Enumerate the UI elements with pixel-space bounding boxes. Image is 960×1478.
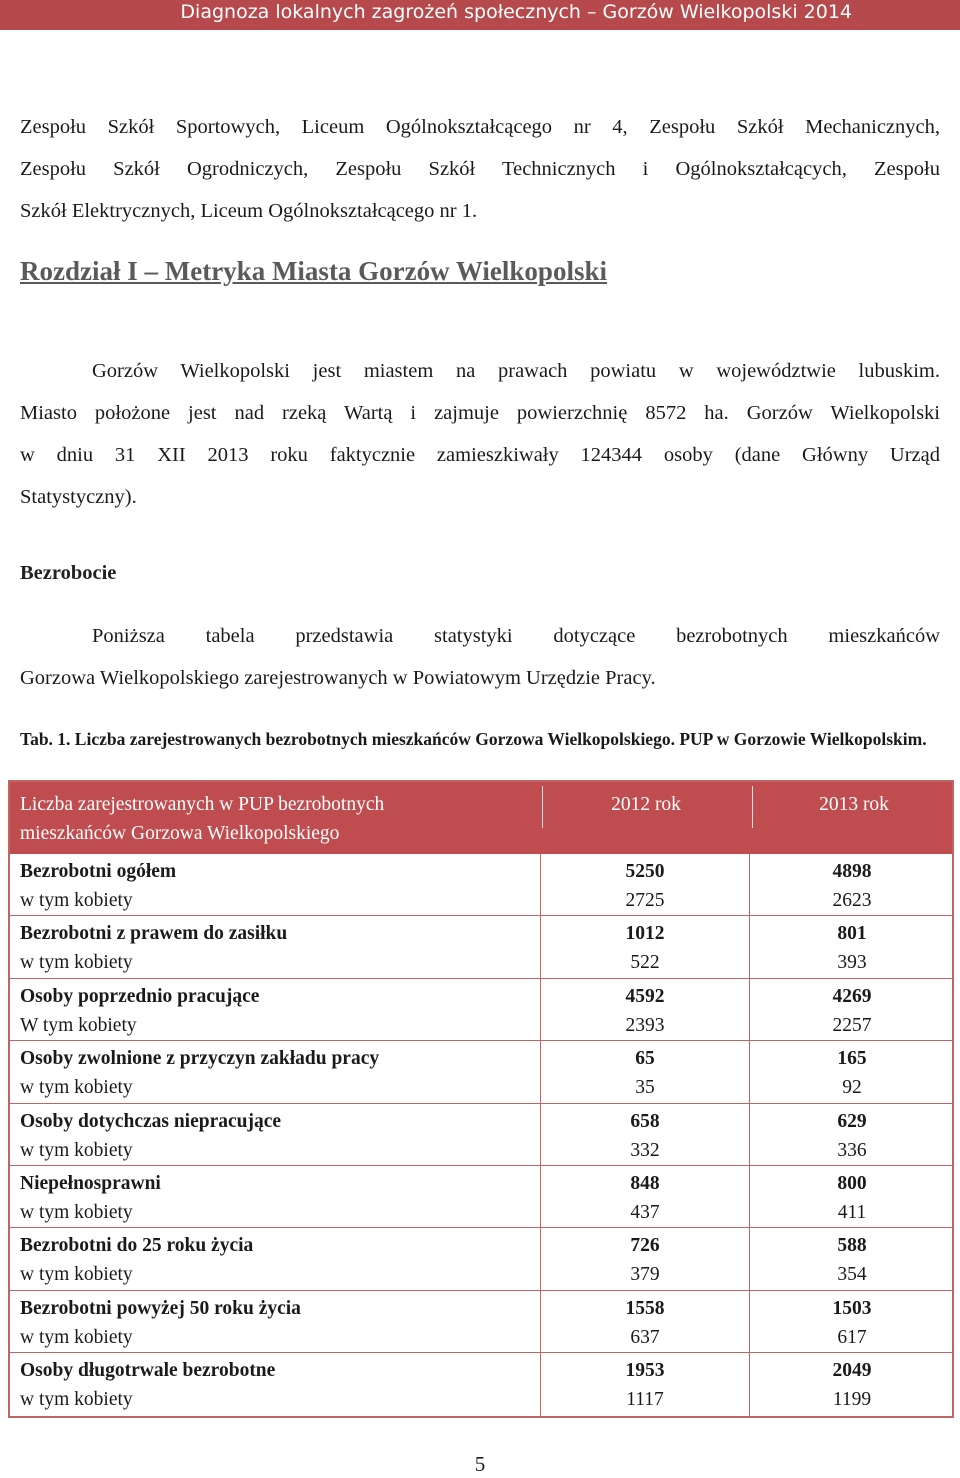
value-2012-women: 1117 [626,1389,664,1411]
value-2013-women: 1199 [832,1389,872,1411]
header-separator [542,786,543,828]
row-label [20,1231,253,1289]
row-label [20,1107,281,1165]
value-2013: 629 [837,1110,867,1132]
header-year-2012: 2012 rok [611,794,681,815]
intro-line-1: Zespołu Szkół Sportowych, Liceum Ogólnokształcącego nr 4, Zespołu Szkół Mechanicznych, [20,116,940,138]
chapter-title: Rozdział I – Metryka Miasta Gorzów Wielkopolski [20,256,607,286]
table-row [10,1291,952,1353]
bezrobocie-line-1: Poniższa tabela przedstawia statystyki dotyczące bezrobotnych mieszkańców [92,625,940,647]
metryka-line-3: w dniu 31 XII 2013 roku faktycznie zamieszkiwały 124344 osoby (dane Główny Urząd [20,444,940,466]
value-2013: 801 [837,923,867,945]
table-row [10,1104,952,1166]
cell-2013 [752,1294,952,1352]
value-2013-women: 2623 [832,890,872,911]
row-label-sub: w tym kobiety [20,1202,133,1223]
row-label [20,857,176,915]
section-title: Bezrobocie [20,562,117,584]
value-2013: 800 [837,1173,867,1194]
value-2012: 1558 [625,1297,665,1319]
cell-2013 [752,1107,952,1165]
value-2012-women: 437 [630,1202,660,1223]
row-label-main: Osoby długotrwale bezrobotne [20,1360,276,1382]
table-row [10,854,952,916]
value-2012: 658 [630,1110,660,1132]
value-2013-women: 2257 [832,1014,872,1036]
row-label [20,919,287,977]
row-label-main: Bezrobotni ogółem [20,861,177,882]
row-label-main: Osoby dotychczas niepracujące [20,1110,282,1132]
cell-2012 [545,857,745,915]
value-2012: 5250 [625,861,665,882]
metryka-line-2: Miasto położone jest nad rzeką Wartą i zajmuje powierzchnię 8572 ha. Gorzów Wielkopolski [20,402,940,424]
cell-2013 [752,1044,952,1102]
header-year-2013: 2013 rok [819,794,889,815]
bezrobocie-line-2: Gorzowa Wielkopolskiego zarejestrowanych w Powiatowym Urzędzie Pracy. [20,667,656,689]
table-row [10,1353,952,1415]
row-label [20,1169,161,1227]
intro-line-2: Zespołu Szkół Ogrodniczych, Zespołu Szkół Technicznych i Ogólnokształcących, Zespołu [20,158,940,180]
row-label-sub: w tym kobiety [20,1389,133,1411]
row-label-main: Osoby poprzednio pracujące [20,985,260,1007]
header-label [20,790,384,848]
row-label [20,982,259,1040]
row-label-sub: w tym kobiety [20,1139,133,1161]
cell-2013 [752,982,952,1040]
row-label-main: Niepełnosprawni [20,1173,161,1194]
value-2012-women: 522 [630,952,660,974]
cell-2012 [545,1294,745,1352]
cell-2012 [545,982,745,1040]
value-2013: 2049 [832,1360,872,1382]
row-label-sub: w tym kobiety [20,1264,133,1286]
value-2013-women: 617 [837,1326,867,1348]
value-2013: 588 [837,1235,867,1257]
cell-2013 [752,1356,952,1414]
value-2013: 165 [837,1048,867,1070]
table-row [10,979,952,1041]
row-label [20,1294,301,1352]
value-2013-women: 411 [837,1202,867,1223]
cell-2012 [545,1356,745,1414]
row-label-main: Bezrobotni powyżej 50 roku życia [20,1297,301,1319]
value-2013-women: 393 [837,952,867,974]
value-2013-women: 354 [837,1264,867,1286]
value-2013-women: 92 [842,1077,862,1099]
page-header: Diagnoza lokalnych zagrożeń społecznych – Gorzów Wielkopolski 2014 [0,0,960,30]
value-2012: 65 [635,1048,655,1070]
cell-2013 [752,1169,952,1227]
unemployment-table [8,780,954,1418]
cell-2012 [545,919,745,977]
value-2012-women: 379 [630,1264,660,1286]
header-label-line-2: mieszkańców Gorzowa Wielkopolskiego [20,823,340,844]
value-2013: 4269 [832,985,872,1007]
table-row [10,1166,952,1228]
value-2013: 1503 [832,1297,872,1319]
intro-line-3: Szkół Elektrycznych, Liceum Ogólnokształcącego nr 1. [20,200,478,222]
header-label-line-1: Liczba zarejestrowanych w PUP bezrobotnych [20,794,385,815]
cell-2012 [545,1107,745,1165]
value-2012-women: 637 [630,1326,660,1348]
cell-2012 [545,1231,745,1289]
cell-2013 [752,1231,952,1289]
value-2012-women: 35 [635,1077,655,1099]
value-2012-women: 332 [630,1139,660,1161]
row-label [20,1356,275,1414]
table-row [10,1228,952,1290]
value-2012-women: 2393 [625,1014,665,1036]
header-separator [752,786,753,828]
row-label-main: Osoby zwolnione z przyczyn zakładu pracy [20,1048,380,1070]
row-label-sub: W tym kobiety [20,1014,137,1036]
value-2012-women: 2725 [625,890,665,911]
row-label-main: Bezrobotni do 25 roku życia [20,1235,254,1257]
value-2012: 1012 [625,923,665,945]
cell-2012 [545,1169,745,1227]
page-number: 5 [474,1452,486,1476]
row-label [20,1044,379,1102]
table-row [10,1041,952,1103]
metryka-line-4: Statystyczny). [20,486,137,508]
row-label-sub: w tym kobiety [20,1077,133,1099]
cell-2012 [545,1044,745,1102]
table-header [10,782,952,854]
row-label-main: Bezrobotni z prawem do zasiłku [20,923,288,945]
cell-2013 [752,857,952,915]
value-2013: 4898 [832,861,872,882]
value-2012: 726 [630,1235,660,1257]
cell-2013 [752,919,952,977]
row-label-sub: w tym kobiety [20,890,133,911]
table-row [10,916,952,978]
value-2013-women: 336 [837,1139,867,1161]
value-2012: 4592 [625,985,665,1007]
table-caption: Tab. 1. Liczba zarejestrowanych bezrobotnych mieszkańców Gorzowa Wielkopolskiego. PUP w Gorzowie Wielkopolskim. [20,729,927,749]
value-2012: 1953 [625,1360,665,1382]
row-label-sub: w tym kobiety [20,952,133,974]
value-2012: 848 [630,1173,660,1194]
metryka-line-1: Gorzów Wielkopolski jest miastem na prawach powiatu w województwie lubuskim. [92,360,940,382]
row-label-sub: w tym kobiety [20,1326,133,1348]
